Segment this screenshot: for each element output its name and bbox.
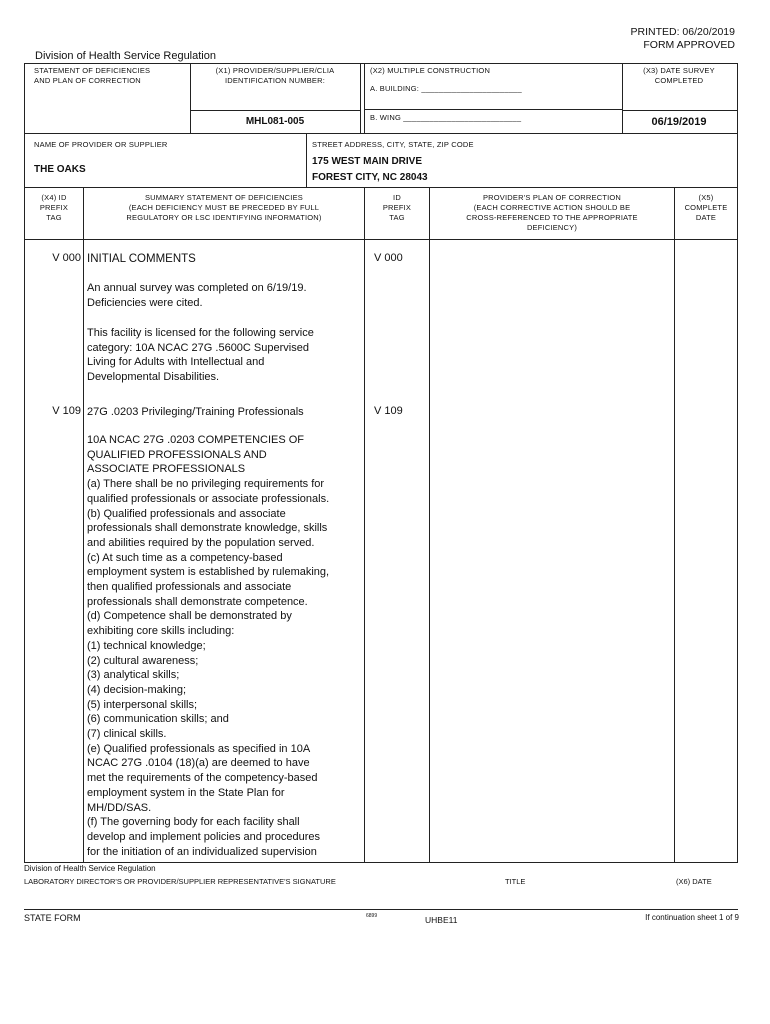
rule — [190, 63, 191, 133]
text-line: and abilities required by the population served. — [87, 536, 315, 549]
x4-header-line: PREFIX — [39, 203, 69, 212]
summary-header-line: REGULATORY OR LSC IDENTIFYING INFORMATION) — [126, 213, 322, 222]
id-header-line: PREFIX — [382, 203, 412, 212]
text-line: (a) There shall be no privileging requirements for — [87, 478, 325, 491]
x3-value: 06/19/2019 — [651, 116, 707, 128]
rule — [24, 239, 738, 240]
x3-label-line: COMPLETED — [654, 76, 704, 85]
rule — [737, 63, 738, 862]
x1-value: MHL081-005 — [245, 116, 305, 127]
rule — [622, 110, 738, 111]
summary-header — [84, 193, 364, 223]
division-title: Division of Health Service Regulation — [35, 50, 216, 62]
text-line: employment system in the State Plan for — [87, 786, 285, 799]
rule — [364, 109, 622, 110]
print-header — [631, 26, 735, 52]
form-id: UHBE11 — [425, 915, 458, 925]
x2-wing: B. WING ___________________________ — [370, 113, 522, 122]
title-label: TITLE — [505, 877, 526, 886]
text-line: qualified professionals or associate professionals. — [87, 492, 330, 505]
id-header-line: TAG — [389, 213, 405, 222]
text-line: then qualified professionals and associate — [87, 581, 292, 594]
x5-header-line: DATE — [695, 213, 717, 222]
x3-label — [624, 66, 734, 86]
row-tag: V 109 — [52, 405, 81, 417]
form-code: 6899 — [366, 913, 378, 919]
text-line: 10A NCAC 27G .0203 COMPETENCIES OF — [87, 434, 305, 446]
text-line: (2) cultural awareness; — [87, 654, 199, 667]
plan-header-line: DEFICIENCY) — [526, 223, 578, 232]
address-label: STREET ADDRESS, CITY, STATE, ZIP CODE — [312, 140, 474, 149]
plan-header-line: CROSS-REFERENCED TO THE APPROPRIATE — [466, 213, 638, 222]
form-approved: FORM APPROVED — [643, 39, 735, 51]
rule — [429, 187, 430, 862]
x5-header — [675, 193, 737, 223]
rule — [364, 187, 365, 862]
plan-header-line: (EACH CORRECTIVE ACTION SHOULD BE — [473, 203, 631, 212]
text-line: ASSOCIATE PROFESSIONALS — [87, 463, 246, 476]
x5-header-line: (X5) — [698, 193, 714, 202]
x3-label-line: (X3) DATE SURVEY — [643, 66, 715, 75]
plan-header — [430, 193, 674, 233]
text-line: QUALIFIED PROFESSIONALS AND — [87, 448, 267, 461]
x2-building: A. BUILDING: _______________________ — [370, 84, 522, 93]
x6-date-label: (X6) DATE — [676, 877, 712, 886]
text-line: (b) Qualified professionals and associate — [87, 507, 286, 520]
text-line: (6) communication skills; and — [87, 713, 229, 726]
rule — [24, 862, 738, 863]
rule — [24, 909, 738, 910]
x1-label — [192, 66, 358, 86]
statement-label-line: AND PLAN OF CORRECTION — [34, 76, 141, 85]
text-line: (5) interpersonal skills; — [87, 698, 198, 711]
rule — [24, 187, 738, 188]
address-line2: FOREST CITY, NC 28043 — [312, 172, 428, 183]
text-line: develop and implement policies and procedures — [87, 830, 320, 843]
x4-header-line: TAG — [46, 213, 62, 222]
summary-header-line: (EACH DEFICIENCY MUST BE PRECEDED BY FULL — [128, 203, 320, 212]
summary-header-line: SUMMARY STATEMENT OF DEFICIENCIES — [144, 193, 303, 202]
footer-division: Division of Health Service Regulation — [24, 864, 156, 873]
row-title: 27G .0203 Privileging/Training Professionals — [87, 406, 304, 418]
text-line: (e) Qualified professionals as specified in 10A — [87, 742, 311, 755]
rule — [24, 133, 738, 134]
text-line: professionals shall demonstrate knowledge, skills — [87, 522, 328, 535]
text-line: employment system is established by rulemaking, — [87, 566, 330, 579]
text-line: met the requirements of the competency-based — [87, 772, 318, 785]
rule — [364, 63, 365, 133]
plan-header-line: PROVIDER'S PLAN OF CORRECTION — [482, 193, 622, 202]
row-title: INITIAL COMMENTS — [87, 253, 196, 265]
x4-header-line: (X4) ID — [41, 193, 67, 202]
row-id-tag: V 109 — [374, 405, 403, 417]
rule — [674, 187, 675, 862]
x1-label-line: (X1) PROVIDER/SUPPLIER/CLIA — [215, 66, 335, 75]
id-header — [365, 193, 429, 223]
text-line: (3) analytical skills; — [87, 669, 180, 682]
statement-label-line: STATEMENT OF DEFICIENCIES — [34, 66, 151, 75]
text-line: for the initiation of an individualized supervision — [87, 845, 317, 858]
row-tag: V 000 — [52, 252, 81, 264]
text-line: (c) At such time as a competency-based — [87, 551, 283, 564]
printed-date: PRINTED: 06/20/2019 — [630, 26, 735, 38]
provider-value: THE OAKS — [34, 164, 86, 175]
rule — [83, 187, 84, 862]
rule — [622, 63, 623, 133]
x4-header — [25, 193, 83, 223]
signature-label: LABORATORY DIRECTOR'S OR PROVIDER/SUPPLIER REPRESENTATIVE'S SIGNATURE — [24, 877, 336, 886]
continuation-sheet: If continuation sheet 1 of 9 — [645, 913, 739, 922]
paragraph: An annual survey was completed on 6/19/19. Deficiencies were cited. — [87, 282, 307, 309]
text-line: (d) Competence shall be demonstrated by — [87, 610, 292, 623]
statement-label — [34, 66, 150, 86]
text-line: NCAC 27G .0104 (18)(a) are deemed to have — [87, 757, 310, 770]
id-header-line: ID — [393, 193, 401, 202]
text-line: exhibiting core skills including: — [87, 625, 235, 638]
x1-label-line: IDENTIFICATION NUMBER: — [224, 76, 326, 85]
x2-label: (X2) MULTIPLE CONSTRUCTION — [370, 66, 491, 75]
text-line: (1) technical knowledge; — [87, 639, 206, 652]
regulation-text — [87, 433, 362, 859]
rule — [360, 63, 361, 133]
text-line: professionals shall demonstrate competence. — [87, 595, 308, 608]
text-line: MH/DD/SAS. — [87, 801, 152, 814]
x5-header-line: COMPLETE — [684, 203, 728, 212]
text-line: (4) decision-making; — [87, 683, 187, 696]
rule — [306, 133, 307, 187]
text-line: (f) The governing body for each facility shall — [87, 816, 300, 829]
paragraph: This facility is licensed for the following service category: 10A NCAC 27G .5600C Supervised Living for Adults with Intellectual and Developmental Disabilities. — [87, 327, 314, 384]
rule — [24, 63, 25, 862]
address-line1: 175 WEST MAIN DRIVE — [312, 156, 423, 167]
rule — [24, 63, 738, 64]
rule — [190, 110, 360, 111]
state-form: STATE FORM — [24, 913, 81, 923]
provider-label: NAME OF PROVIDER OR SUPPLIER — [34, 140, 168, 149]
text-line: (7) clinical skills. — [87, 728, 167, 741]
row-id-tag: V 000 — [374, 252, 403, 264]
